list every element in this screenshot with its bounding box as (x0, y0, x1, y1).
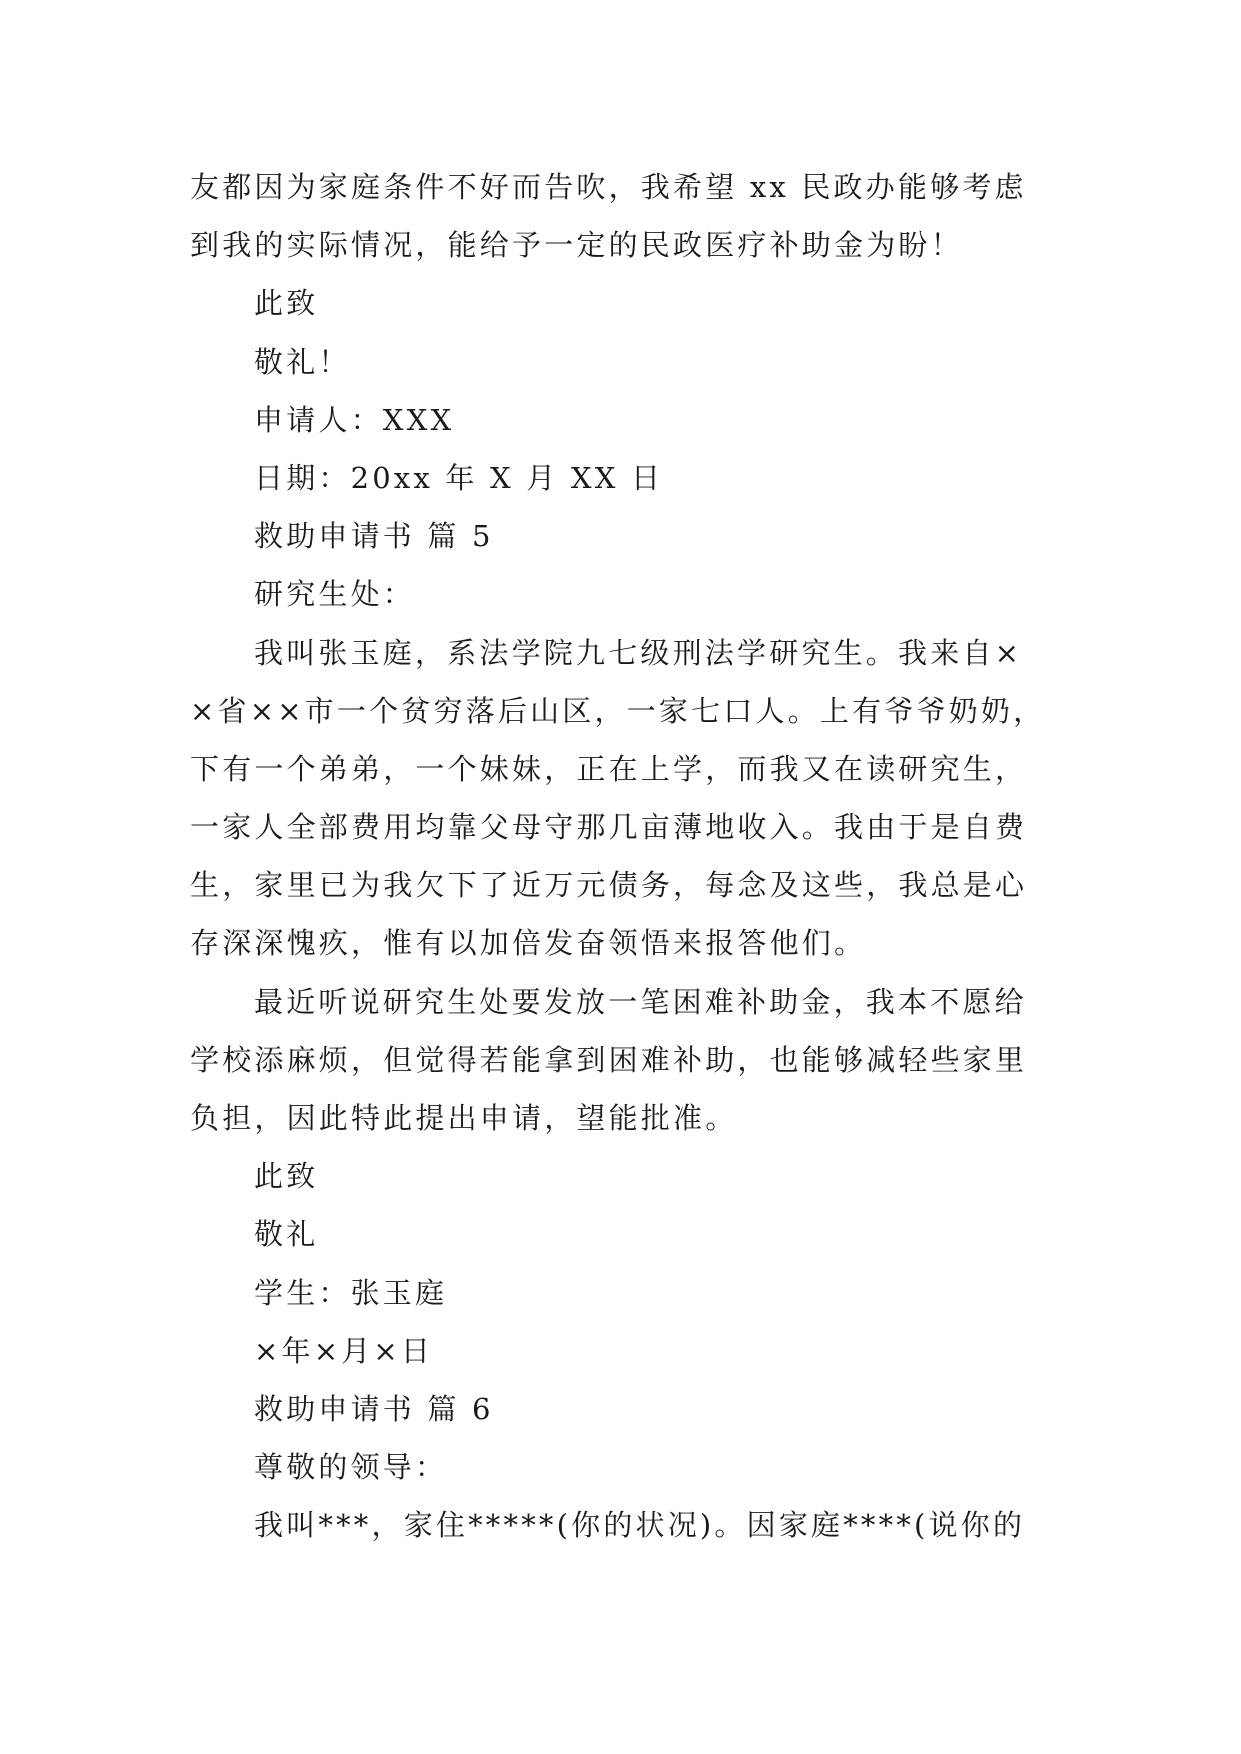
date-line: ×年×月×日 (254, 1333, 434, 1368)
paragraph-line: 最近听说研究生处要发放一笔困难补助金，我本不愿给 (254, 984, 1027, 1019)
paragraph-line: 生，家里已为我欠下了近万元债务，每念及这些，我总是心 (190, 868, 1028, 903)
text-line: 到我的实际情况，能给予一定的民政医疗补助金为盼！ (190, 228, 963, 263)
paragraph-line: 下有一个弟弟，一个妹妹，正在上学，而我又在读研究生， (190, 751, 1028, 786)
recipient-line: 尊敬的领导： (254, 1450, 448, 1485)
recipient-line: 研究生处： (254, 577, 416, 612)
applicant-line: 申请人：XXX (254, 402, 455, 437)
paragraph-line: 学校添麻烦，但觉得若能拿到困难补助，也能够减轻些家里 (190, 1042, 1028, 1077)
paragraph-line: 我叫张玉庭，系法学院九七级刑法学研究生。我来自× (254, 635, 1023, 670)
salutation-regards: 敬礼 (254, 1217, 319, 1252)
document-body (190, 158, 1050, 1555)
paragraph-line: 一家人全部费用均靠父母守那几亩薄地收入。我由于是自费 (190, 810, 1028, 845)
section-title: 救助申请书 篇 5 (254, 519, 494, 554)
salutation-regards: 敬礼！ (254, 344, 351, 379)
text-line: 友都因为家庭条件不好而告吹，我希望 xx 民政办能够考虑 (190, 170, 1027, 204)
paragraph-line: 我叫***，家住*****(你的状况)。因家庭****(说你的 (254, 1508, 1026, 1543)
paragraph-line: 存深深愧疚，惟有以加倍发奋领悟来报答他们。 (190, 926, 867, 961)
applicant-line: 学生：张玉庭 (254, 1275, 448, 1310)
salutation-closing: 此致 (254, 1159, 319, 1194)
paragraph-line: 负担，因此特此提出申请，望能批准。 (190, 1101, 738, 1135)
salutation-closing: 此致 (254, 286, 319, 321)
paragraph-line: ×省××市一个贫穷落后山区，一家七口人。上有爷爷奶奶， (190, 693, 1046, 728)
date-line: 日期：20xx 年 X 月 XX 日 (254, 460, 664, 495)
section-title: 救助申请书 篇 6 (254, 1391, 494, 1426)
